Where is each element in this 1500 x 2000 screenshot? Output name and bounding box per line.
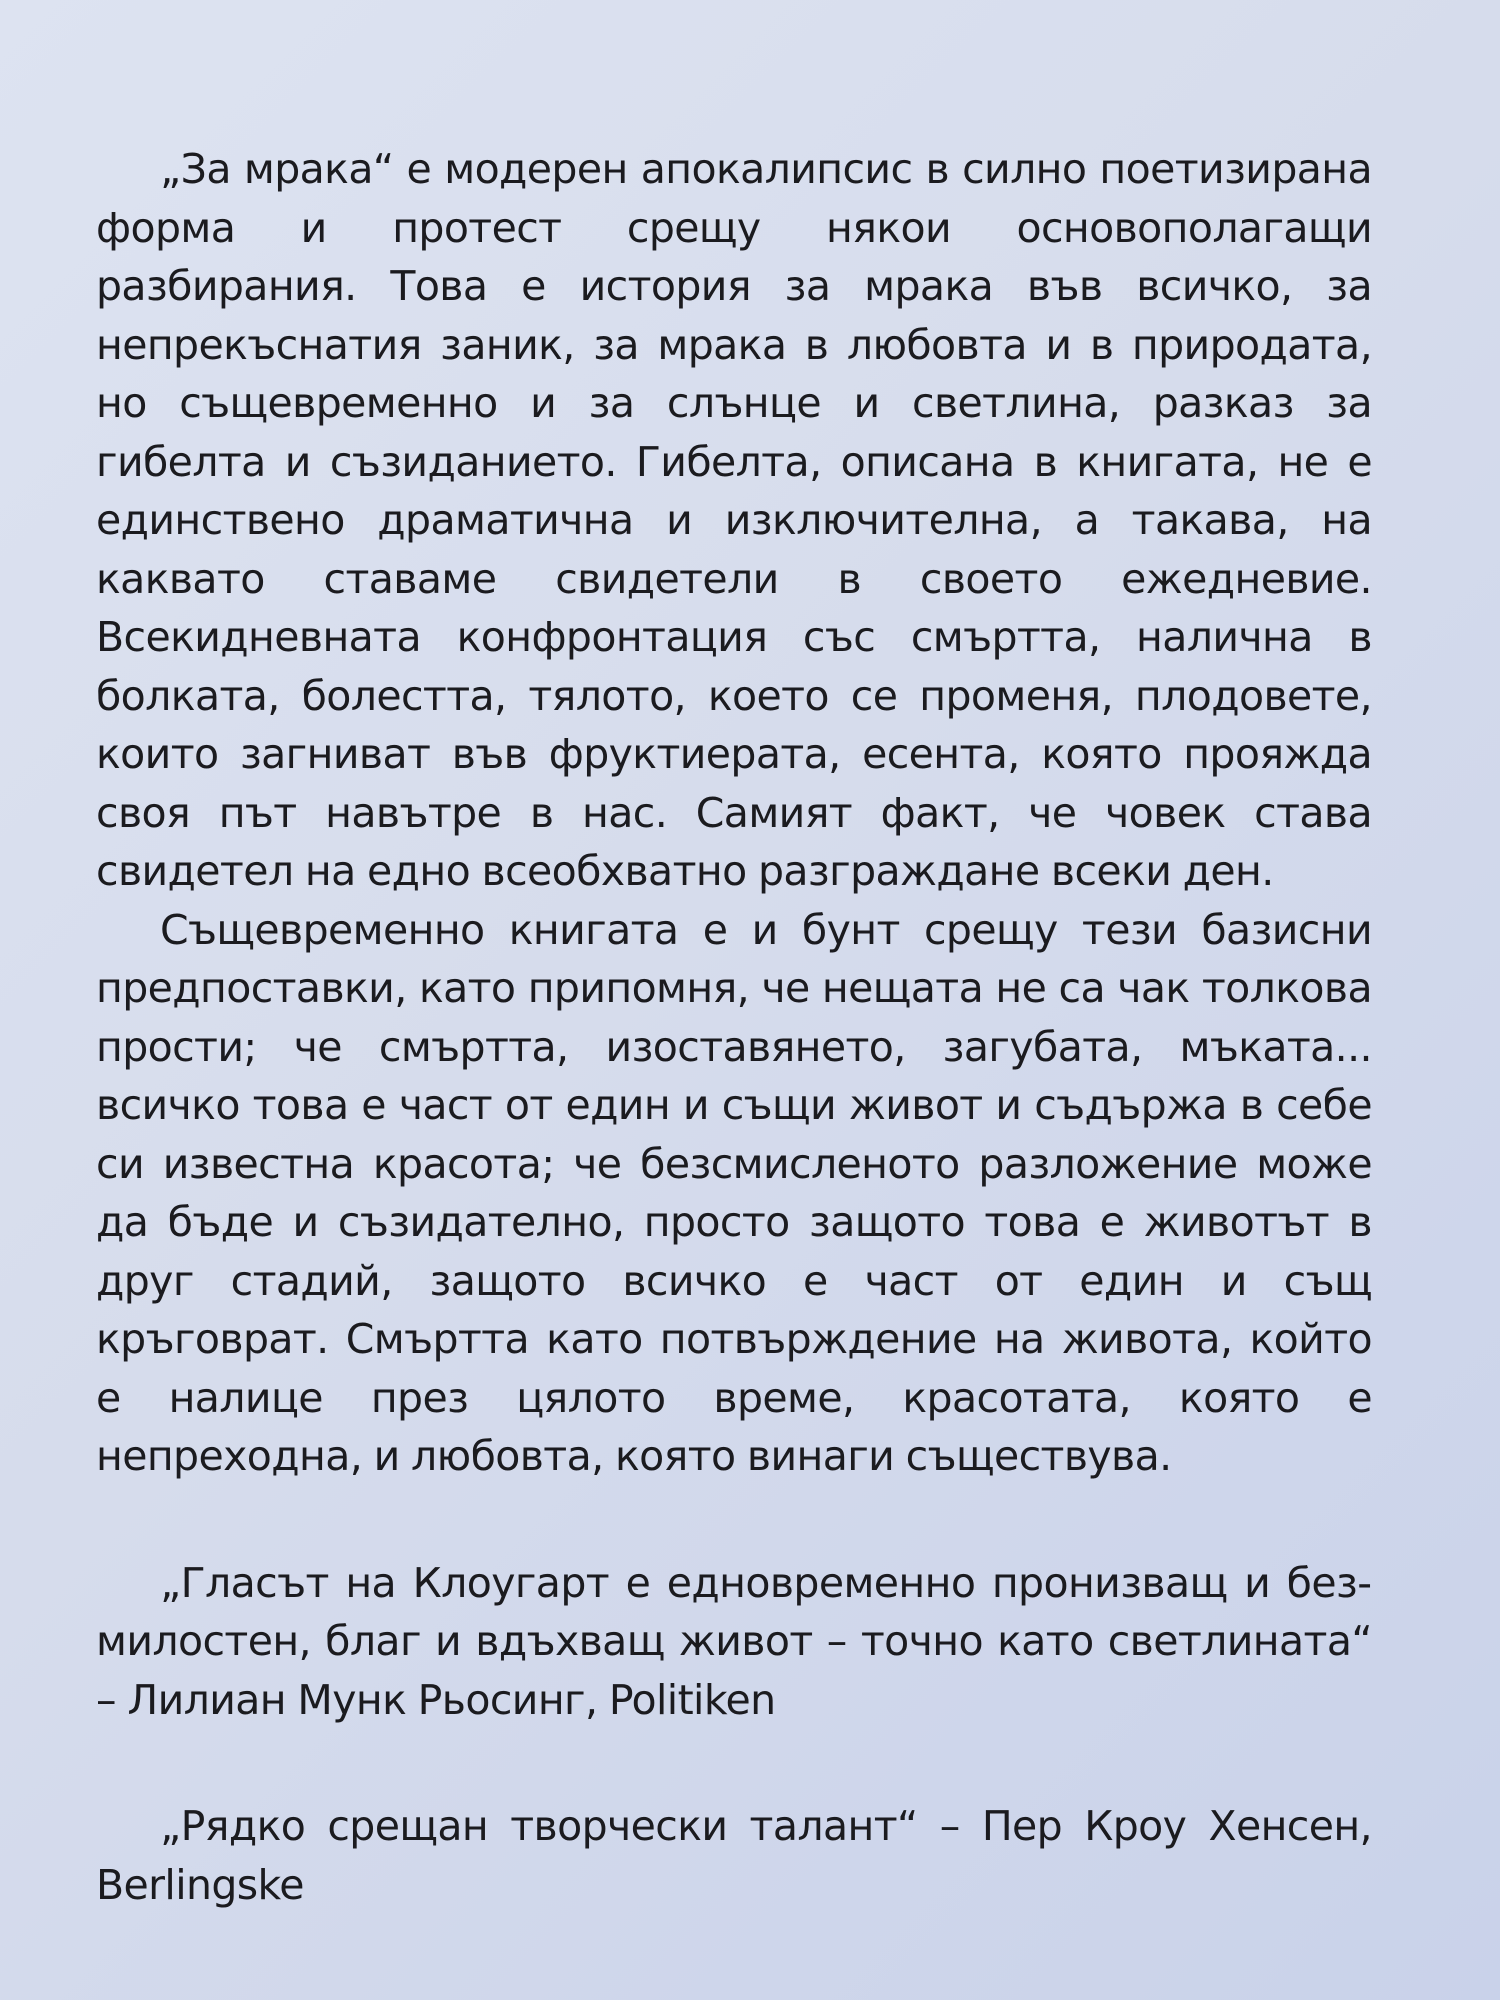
description-paragraph-2: Същевременно книгата е и бунт срещу тези базисни предпоставки, като припомня, че нещата не са чак толкова прости; че смъртта, изоставянето, загубата, мъката... всичко това е част от един и същи живот и съдържа в себе си известна красота; че безсмисленото разложение може да бъде и съзидателно, просто защото това е животът в друг стадий, защото всичко е част от един и същ кръговрат. Смъртта като потвърждение на живота, който е налице през цялото време, красотата, която е непреходна, и любовта, която винаги съществува. <box>96 905 1372 1480</box>
description-block <box>96 140 1372 1486</box>
review-quote-berlingske: „Рядко срещан творчески талант“ – Пер Кроу Хенсен, Berlingske <box>96 1802 1372 1909</box>
description-paragraph-1: „За мрака“ е модерен апокалипсис в силно поетизирана форма и протест срещу някои основополагащи разбирания. Това е история за мрака във всичко, за непрекъснатия заник, за мрака в любовта и в природата, но същевременно и за слънце и светлина, разказ за гибелта и съзиданието. Гибелта, описана в книгата, не е единствено драматична и изключителна, а такава, на каквато ставаме свидетели в своето ежедневие. Всекидневната конфронтация със смъртта, налична в болката, болестта, тялото, което се променя, плодовете, които загниват във фруктиерата, есента, която прояжда своя път навътре в нас. Самият факт, че човек става свидетел на едно всеобхватно разграждане всеки ден. <box>96 145 1372 895</box>
review-quote-politiken: „Гласът на Клоугарт е едновременно пронизващ и безмилостен, благ и вдъхващ живот – точно като светлината“ – Лилиан Мунк Рьосинг, Politiken <box>96 1558 1372 1724</box>
review-quotes <box>96 1554 1372 1915</box>
